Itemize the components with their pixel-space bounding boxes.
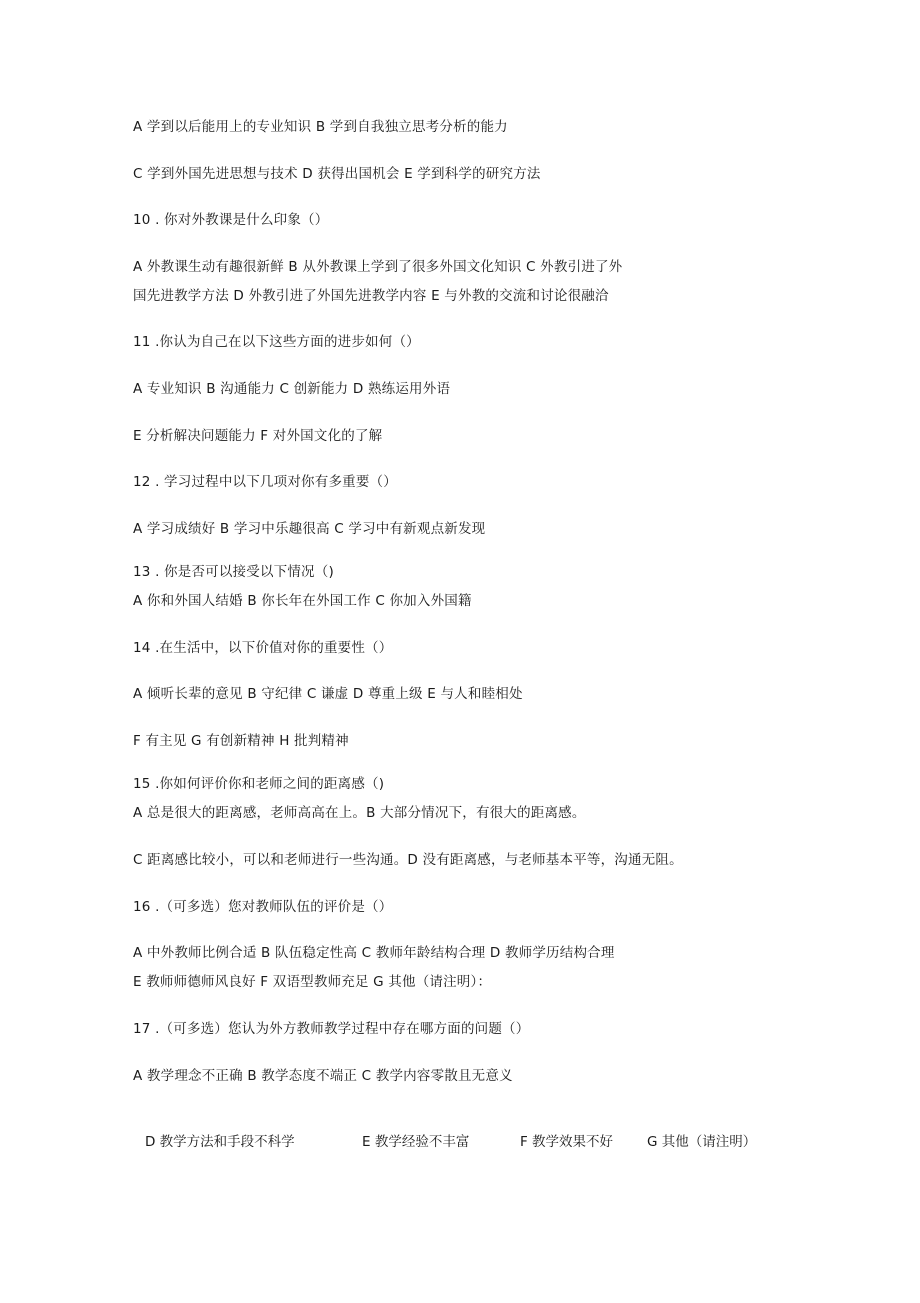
q10-options-line-2: 国先进教学方法 D 外教引进了外国先进教学内容 E 与外教的交流和讨论很融洽 <box>133 288 609 304</box>
q15-options-line-1: A 总是很大的距离感，老师高高在上。B 大部分情况下，有很大的距离感。 <box>133 805 586 821</box>
q17-options-line-1: A 教学理念不正确 B 教学态度不端正 C 教学内容零散且无意义 <box>133 1068 513 1084</box>
q15-question: 15 .你如何评价你和老师之间的距离感（) <box>133 776 385 792</box>
q17-option-d: D 教学方法和手段不科学 <box>145 1134 295 1150</box>
q11-options-line-1: A 专业知识 B 沟通能力 C 创新能力 D 熟练运用外语 <box>133 381 451 397</box>
q17-option-g: G 其他（请注明） <box>647 1134 757 1150</box>
q14-question: 14 .在生活中，以下价值对你的重要性（） <box>133 640 393 656</box>
q16-options-line-1: A 中外教师比例合适 B 队伍稳定性高 C 教师年龄结构合理 D 教师学历结构合理 <box>133 945 615 961</box>
q10-options-line-1: A 外教课生动有趣很新鲜 B 从外教课上学到了很多外国文化知识 C 外教引进了外 <box>133 259 623 275</box>
q9-options-line-1: A 学到以后能用上的专业知识 B 学到自我独立思考分析的能力 <box>133 119 508 135</box>
q12-question: 12 . 学习过程中以下几项对你有多重要（） <box>133 474 397 490</box>
q10-question: 10 . 你对外教课是什么印象（） <box>133 212 329 228</box>
q12-options: A 学习成绩好 B 学习中乐趣很高 C 学习中有新观点新发现 <box>133 521 486 537</box>
q16-options-line-2: E 教师师德师风良好 F 双语型教师充足 G 其他（请注明）： <box>133 974 492 990</box>
q13-options: A 你和外国人结婚 B 你长年在外国工作 C 你加入外国籍 <box>133 593 472 609</box>
q9-options-line-2: C 学到外国先进思想与技术 D 获得出国机会 E 学到科学的研究方法 <box>133 166 541 182</box>
q13-question: 13 . 你是否可以接受以下情况（) <box>133 564 334 580</box>
q11-options-line-2: E 分析解决问题能力 F 对外国文化的了解 <box>133 428 383 444</box>
q14-options-line-2: F 有主见 G 有创新精神 H 批判精神 <box>133 733 349 749</box>
q17-option-f: F 教学效果不好 <box>520 1134 614 1150</box>
q17-option-e: E 教学经验不丰富 <box>362 1134 470 1150</box>
q15-options-line-2: C 距离感比较小，可以和老师进行一些沟通。D 没有距离感，与老师基本平等，沟通无阻。 <box>133 852 683 868</box>
q16-question: 16 .（可多选）您对教师队伍的评价是（） <box>133 899 393 915</box>
q14-options-line-1: A 倾听长辈的意见 B 守纪律 C 谦虚 D 尊重上级 E 与人和睦相处 <box>133 686 523 702</box>
q11-question: 11 .你认为自己在以下这些方面的进步如何（） <box>133 334 420 350</box>
q17-question: 17 .（可多选）您认为外方教师教学过程中存在哪方面的问题（） <box>133 1021 530 1037</box>
